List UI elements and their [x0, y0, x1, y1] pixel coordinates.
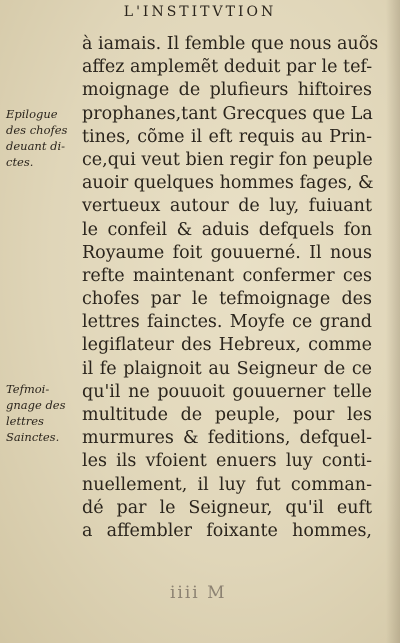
text-line: lettres fainctes. Moyfe ce grand: [82, 312, 372, 333]
text-line: à iamais. Il femble que nous auõs: [82, 34, 379, 54]
text-line: chofes par le tefmoignage des: [82, 289, 372, 310]
text-line: le confeil & aduis defquels fon: [82, 219, 372, 240]
text-line: tines, cõme il eft requis au Prin-: [82, 126, 372, 147]
text-line: prophanes,tant Grecques que La: [82, 103, 373, 124]
margin-note-testimony: [6, 381, 80, 445]
text-line: legiflateur des Hebreux, comme: [82, 335, 372, 356]
text-line: multitude de peuple, pour les: [82, 405, 372, 425]
text-line: nuellement, il luy fut comman-: [82, 474, 372, 495]
margin-note-line: des chofes: [6, 123, 68, 137]
margin-note-line: Sainctes.: [6, 430, 60, 444]
text-line: les ils vfoient enuers luy conti-: [82, 451, 372, 472]
text-line: dé par le Seigneur, qu'il euft: [82, 497, 372, 518]
margin-note-line: Epilogue: [6, 107, 58, 121]
text-line: Royaume foit gouuerné. Il nous: [82, 242, 372, 263]
body-text: [82, 33, 379, 543]
page-edge-shadow: [386, 0, 400, 643]
text-line: murmures & feditions, defquel-: [82, 428, 372, 449]
text-line: auoir quelques hommes fages, &: [82, 173, 374, 194]
signature-mark: iiii M: [170, 583, 227, 603]
text-line: ce,qui veut bien regir fon peuple: [82, 149, 373, 170]
margin-note-line: Tefmoi-: [6, 382, 50, 396]
margin-note-line: deuant di-: [6, 139, 66, 153]
margin-note-line: lettres: [6, 414, 44, 428]
text-line: qu'il ne pouuoit gouuerner telle: [82, 381, 372, 402]
text-line: a affembler foixante hommes,: [82, 520, 372, 541]
text-line: vertueux autour de luy, fuiuant: [82, 196, 372, 217]
text-line: affez amplemẽt deduit par le tef-: [82, 57, 373, 78]
margin-note-line: gnage des: [6, 398, 66, 412]
margin-note-line: ctes.: [6, 155, 34, 169]
margin-note-epilogue: [6, 106, 80, 170]
running-head: L'INSTITVTION: [123, 4, 277, 20]
text-line: refte maintenant confermer ces: [82, 265, 372, 286]
text-line: il fe plaignoit au Seigneur de ce: [82, 358, 372, 379]
text-line: moignage de plufieurs hiftoires: [82, 80, 372, 101]
